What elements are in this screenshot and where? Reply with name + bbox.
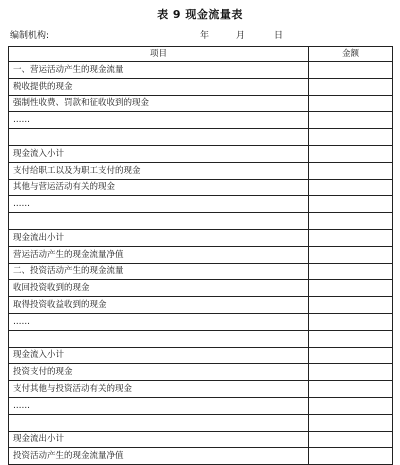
table-row <box>9 112 393 129</box>
org-label: 编制机构: <box>10 31 50 41</box>
row-amount <box>309 213 393 230</box>
row-amount <box>309 414 393 431</box>
row-item: 支付其他与投资活动有关的现金 <box>9 381 309 398</box>
row-item: …… <box>9 397 309 414</box>
table-body <box>9 62 393 465</box>
row-amount <box>309 381 393 398</box>
row-item: 支付给职工以及为职工支付的现金 <box>9 162 309 179</box>
table-row <box>9 196 393 213</box>
row-amount <box>309 280 393 297</box>
row-amount <box>309 364 393 381</box>
row-item: …… <box>9 196 309 213</box>
row-item: 现金流出小计 <box>9 229 309 246</box>
header-row <box>9 47 393 62</box>
row-item <box>9 414 309 431</box>
row-item: …… <box>9 313 309 330</box>
row-item <box>9 213 309 230</box>
row-item <box>9 129 309 146</box>
table-row <box>9 129 393 146</box>
row-amount <box>309 129 393 146</box>
row-item: 投资支付的现金 <box>9 364 309 381</box>
row-amount <box>309 448 393 465</box>
table-row <box>9 381 393 398</box>
row-amount <box>309 330 393 347</box>
row-item: 现金流出小计 <box>9 431 309 448</box>
row-item: 现金流入小计 <box>9 145 309 162</box>
table-title: 表 9 现金流量表 <box>157 8 243 21</box>
table-row <box>9 280 393 297</box>
cash-flow-table <box>8 46 393 465</box>
table-row <box>9 330 393 347</box>
row-item: 取得投资收益收到的现金 <box>9 297 309 314</box>
row-amount <box>309 78 393 95</box>
year-label: 年 <box>200 31 210 41</box>
row-item <box>9 330 309 347</box>
table-row <box>9 229 393 246</box>
table-row <box>9 414 393 431</box>
table-row <box>9 431 393 448</box>
table-row <box>9 78 393 95</box>
row-amount <box>309 62 393 79</box>
row-item: 其他与营运活动有关的现金 <box>9 179 309 196</box>
row-item: 收回投资收到的现金 <box>9 280 309 297</box>
row-amount <box>309 179 393 196</box>
table-row <box>9 62 393 79</box>
row-item: 营运活动产生的现金流量净值 <box>9 246 309 263</box>
table-row <box>9 364 393 381</box>
row-amount <box>309 297 393 314</box>
header-item: 项目 <box>9 47 309 62</box>
table-row <box>9 213 393 230</box>
row-item: 二、投资活动产生的现金流量 <box>9 263 309 280</box>
date-line <box>200 30 283 42</box>
row-amount <box>309 229 393 246</box>
row-amount <box>309 431 393 448</box>
table-row <box>9 145 393 162</box>
table-row <box>9 263 393 280</box>
table-row <box>9 313 393 330</box>
row-amount <box>309 95 393 112</box>
table-row <box>9 347 393 364</box>
row-amount <box>309 145 393 162</box>
row-amount <box>309 112 393 129</box>
table-row <box>9 179 393 196</box>
row-amount <box>309 162 393 179</box>
table-row <box>9 246 393 263</box>
month-label: 月 <box>236 31 246 41</box>
row-item: 现金流入小计 <box>9 347 309 364</box>
table-row <box>9 162 393 179</box>
row-item: …… <box>9 112 309 129</box>
row-item: 税收提供的现金 <box>9 78 309 95</box>
row-amount <box>309 313 393 330</box>
table-row <box>9 448 393 465</box>
table-row <box>9 297 393 314</box>
row-amount <box>309 263 393 280</box>
row-item: 一、营运活动产生的现金流量 <box>9 62 309 79</box>
row-item: 强制性收费、罚款和征收收到的现金 <box>9 95 309 112</box>
header-amount: 金额 <box>309 47 393 62</box>
row-amount <box>309 246 393 263</box>
row-amount <box>309 347 393 364</box>
day-label: 日 <box>274 31 284 41</box>
table-row <box>9 95 393 112</box>
row-item: 投资活动产生的现金流量净值 <box>9 448 309 465</box>
row-amount <box>309 196 393 213</box>
